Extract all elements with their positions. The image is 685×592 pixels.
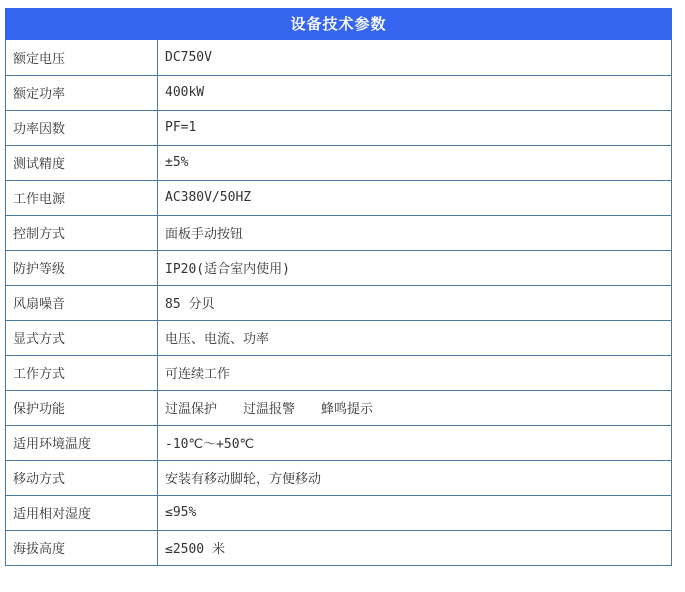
table-row <box>6 180 672 215</box>
spec-panel <box>5 8 672 566</box>
table-row <box>6 355 672 390</box>
param-label: 风扇噪音 <box>6 285 158 320</box>
table-row <box>6 320 672 355</box>
param-label: 功率因数 <box>6 110 158 145</box>
param-value: PF=1 <box>158 110 672 145</box>
param-label: 保护功能 <box>6 390 158 425</box>
param-label: 额定电压 <box>6 40 158 75</box>
table-row <box>6 75 672 110</box>
table-row <box>6 285 672 320</box>
param-value: 面板手动按钮 <box>158 215 672 250</box>
param-label: 海拔高度 <box>6 530 158 565</box>
param-label: 工作电源 <box>6 180 158 215</box>
table-row <box>6 495 672 530</box>
param-label: 控制方式 <box>6 215 158 250</box>
table-row <box>6 215 672 250</box>
spec-table <box>5 40 672 566</box>
param-value: ≤95% <box>158 495 672 530</box>
table-row <box>6 110 672 145</box>
table-row <box>6 390 672 425</box>
param-label: 适用相对湿度 <box>6 495 158 530</box>
param-label: 显式方式 <box>6 320 158 355</box>
param-label: 额定功率 <box>6 75 158 110</box>
table-row <box>6 530 672 565</box>
table-row <box>6 460 672 495</box>
param-value: ≤2500 米 <box>158 530 672 565</box>
param-value: 85 分贝 <box>158 285 672 320</box>
param-value: -10℃～+50℃ <box>158 425 672 460</box>
param-label: 移动方式 <box>6 460 158 495</box>
param-label: 工作方式 <box>6 355 158 390</box>
param-value: IP20(适合室内使用) <box>158 250 672 285</box>
table-row <box>6 40 672 75</box>
param-value: AC380V/50HZ <box>158 180 672 215</box>
param-value: 电压、电流、功率 <box>158 320 672 355</box>
param-value: 400kW <box>158 75 672 110</box>
spec-table-body <box>6 40 672 565</box>
table-title: 设备技术参数 <box>5 8 672 40</box>
param-value: ±5% <box>158 145 672 180</box>
param-value: 可连续工作 <box>158 355 672 390</box>
param-label: 适用环境温度 <box>6 425 158 460</box>
table-row <box>6 425 672 460</box>
table-row <box>6 250 672 285</box>
param-value: 安装有移动脚轮，方便移动 <box>158 460 672 495</box>
param-label: 测试精度 <box>6 145 158 180</box>
param-label: 防护等级 <box>6 250 158 285</box>
param-value: DC750V <box>158 40 672 75</box>
table-row <box>6 145 672 180</box>
param-value: 过温保护 过温报警 蜂鸣提示 <box>158 390 672 425</box>
